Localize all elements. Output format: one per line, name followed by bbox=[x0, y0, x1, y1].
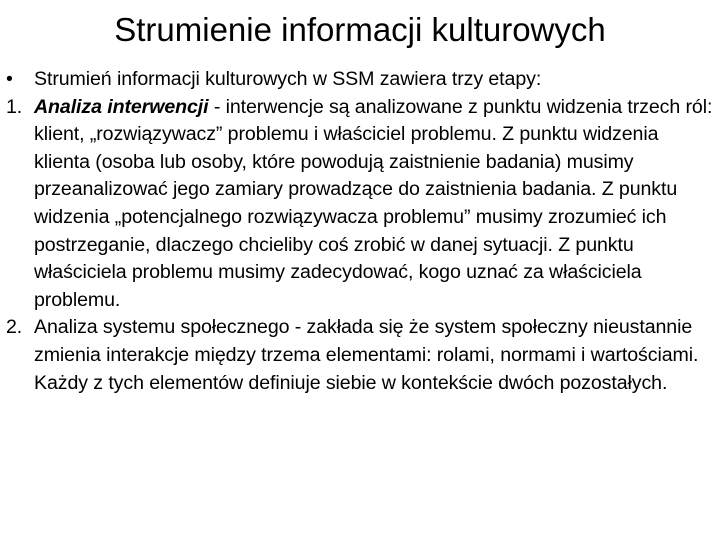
slide-body bbox=[6, 66, 716, 397]
list-item-2-marker: 2. bbox=[6, 316, 23, 339]
slide-title: Strumienie informacji kulturowych bbox=[114, 11, 606, 48]
intro-bullet-text: Strumień informacji kulturowych w SSM zawiera trzy etapy: bbox=[34, 68, 542, 90]
list-item-2-text: Analiza systemu społecznego - zakłada się że system społeczny nieustannie zmienia interakcje między trzema elementami: rolami, normami i wartościami. Każdy z tych elementów definiuje siebie w kontekście dwóch pozostałych. bbox=[34, 316, 699, 394]
list-item-1-emphasis: Analiza interwencji bbox=[34, 95, 209, 118]
list-item-1-text: - interwencje są analizowane z punktu widzenia trzech ról: klient, „rozwiązywacz” problemu i właściciel problemu. Z punktu widzenia klienta (osoba lub osoby, które powodują zaistnienie badania) musimy przeanalizować jego zamiary prowadzące do zaistnienia badania. Z punktu widzenia „potencjalnego rozwiązywacza problemu” musimy zrozumieć ich postrzeganie, dlaczego chcieliby coś zrobić w danej sytuacji. Z punktu właściciela problemu musimy zadecydować, kogo uznać za właściciela problemu. bbox=[34, 95, 713, 311]
list-item-1 bbox=[6, 94, 716, 315]
list-item-1-marker: 1. bbox=[6, 95, 23, 118]
bullet-marker: • bbox=[6, 68, 13, 90]
list-item-2 bbox=[6, 314, 716, 397]
intro-bullet bbox=[6, 66, 716, 94]
